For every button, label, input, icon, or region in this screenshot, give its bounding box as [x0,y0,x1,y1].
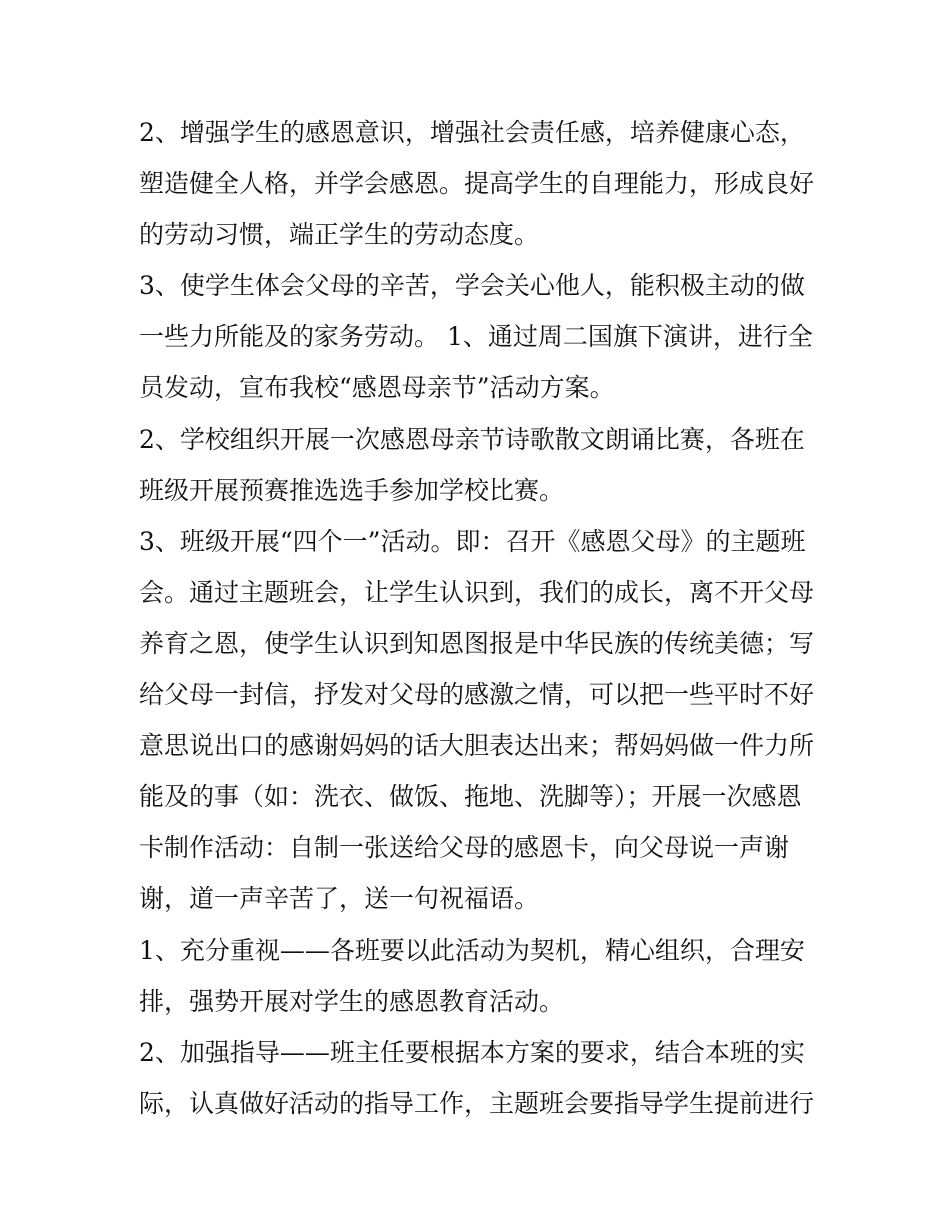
text-line: 班级开展预赛推选选手参加学校比赛。 [139,475,565,505]
text-line: 2、加强指导——班主任要根据本方案的要求，结合本班的实 [139,1037,805,1067]
text-line: 会。通过主题班会，让学生认识到，我们的成长，离不开父母 [139,577,815,607]
text-line: 3、使学生体会父母的辛苦，学会关心他人，能积极主动的做 [139,271,805,301]
text-line: 卡制作活动：自制一张送给父母的感恩卡，向父母说一声谢 [139,833,790,863]
text-line: 的劳动习惯，端正学生的劳动态度。 [139,220,540,250]
text-line: 塑造健全人格，并学会感恩。提高学生的自理能力，形成良好 [139,169,815,199]
text-line: 排，强势开展对学生的感恩教育活动。 [139,986,565,1016]
text-line: 能及的事（如：洗衣、做饭、拖地、洗脚等）；开展一次感恩 [139,782,802,812]
text-line: 谢，道一声辛苦了，送一句祝福语。 [139,884,540,914]
text-line: 2、学校组织开展一次感恩母亲节诗歌散文朗诵比赛，各班在 [139,424,805,454]
text-line: 2、增强学生的感恩意识，增强社会责任感，培养健康心态， [139,118,805,147]
text-line: 一些力所能及的家务劳动。 1、通过周二国旗下演讲，进行全 [139,322,813,352]
body-text [139,107,819,1129]
text-line: 际，认真做好活动的指导工作，主题班会要指导学生提前进行 [139,1088,815,1118]
text-line: 养育之恩，使学生认识到知恩图报是中华民族的传统美德；写 [139,628,815,658]
text-line: 意思说出口的感谢妈妈的话大胆表达出来；帮妈妈做一件力所 [139,731,815,761]
text-line: 给父母一封信，抒发对父母的感激之情，可以把一些平时不好 [139,680,815,710]
text-line: 1、充分重视——各班要以此活动为契机，精心组织，合理安 [139,935,805,965]
text-line: 3、班级开展“四个一”活动。即：召开《感恩父母》的主题班 [139,526,806,556]
text-line: 员发动，宣布我校“感恩母亲节”活动方案。 [139,373,615,403]
